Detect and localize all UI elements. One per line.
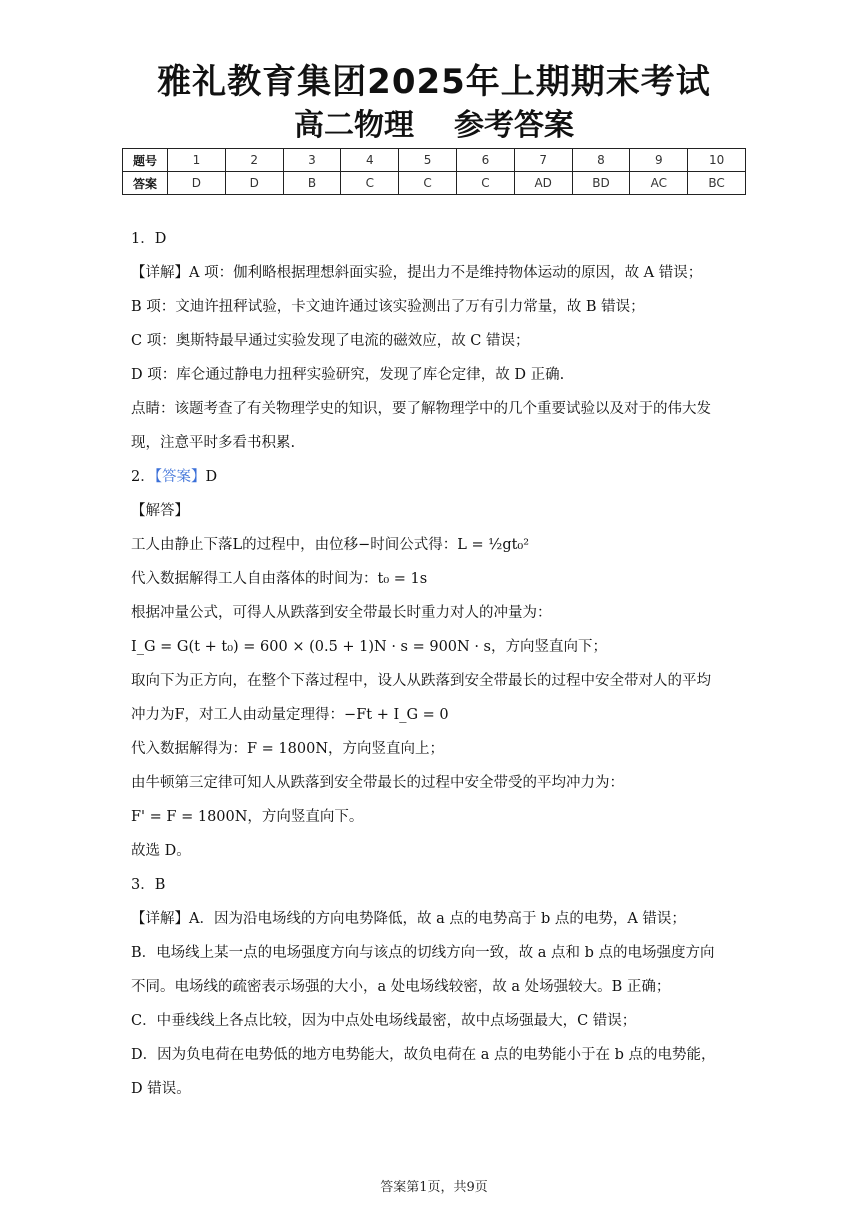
q3-detail-b-cont: 不同。电场线的疏密表示场强的大小，a 处电场线较密，故 a 处场强较大。B 正确； <box>131 979 671 995</box>
answer-cell: AC <box>630 172 688 195</box>
q2-answer: D <box>205 469 218 485</box>
q1-heading: 1．D <box>131 231 167 247</box>
q3-heading: 3．B <box>131 877 166 893</box>
answer-cell: C <box>399 172 457 195</box>
question-number: 7 <box>514 149 572 172</box>
answer-tag: 【答案】 <box>154 469 206 485</box>
answer-cell: BD <box>572 172 630 195</box>
q2-line-5: 取向下为正方向，在整个下落过程中，设人从跌落到安全带最长的过程中安全带对人的平均 <box>131 673 711 689</box>
page-footer: 答案第1页，共9页 <box>380 1180 488 1195</box>
q2-heading <box>131 460 751 494</box>
answer-row <box>123 172 746 195</box>
q1-comment: 点睛：该题考查了有关物理学史的知识，要了解物理学中的几个重要试验以及对于的伟大发 <box>131 401 711 417</box>
q2-conclusion: 故选 D。 <box>131 843 191 859</box>
q2-number: 2． <box>131 469 155 485</box>
q3-detail-c: C．中垂线线上各点比较，因为中点处电场线最密，故中点场强最大，C 错误； <box>131 1013 637 1029</box>
q2-line-3: 根据冲量公式，可得人从跌落到安全带最长时重力对人的冲量为： <box>131 605 552 621</box>
answer-table <box>122 148 746 195</box>
question-number: 5 <box>399 149 457 172</box>
document-title: 雅礼教育集团2025年上期期末考试 <box>157 62 711 102</box>
q3-detail-d-cont: D 错误。 <box>131 1081 191 1097</box>
answers-label: 参考答案 <box>454 108 574 143</box>
document-subtitle <box>0 106 868 146</box>
question-number: 8 <box>572 149 630 172</box>
row-label-answer: 答案 <box>123 172 168 195</box>
row-label-question: 题号 <box>123 149 168 172</box>
subject-label: 高二物理 <box>294 108 414 143</box>
answer-cell: B <box>283 172 341 195</box>
q2-line-6: 冲力为F，对工人由动量定理得：−Ft + I_G = 0 <box>131 707 449 723</box>
question-number: 9 <box>630 149 688 172</box>
question-number: 1 <box>168 149 226 172</box>
q1-comment-cont: 现，注意平时多看书积累. <box>131 435 296 451</box>
answer-cell: D <box>168 172 226 195</box>
q2-line-4: I_G = G(t + t₀) = 600 × (0.5 + 1)N · s = 900N · s，方向竖直向下； <box>131 639 607 655</box>
q3-detail-b: B．电场线上某一点的电场强度方向与该点的切线方向一致，故 a 点和 b 点的电场强度方向 <box>131 945 715 961</box>
q1-detail-a: 【详解】A 项：伽利略根据理想斜面实验，提出力不是维持物体运动的原因，故 A 错误； <box>131 265 703 281</box>
question-number: 10 <box>688 149 746 172</box>
answer-cell: C <box>456 172 514 195</box>
question-number: 4 <box>341 149 399 172</box>
answer-cell: AD <box>514 172 572 195</box>
q3-detail-d: D．因为负电荷在电势低的地方电势能大，故负电荷在 a 点的电势能小于在 b 点的电势能， <box>131 1047 716 1063</box>
answer-cell: BC <box>688 172 746 195</box>
answer-explanations <box>131 222 751 1106</box>
q2-line-9: F' = F = 1800N，方向竖直向下。 <box>131 809 364 825</box>
question-number: 3 <box>283 149 341 172</box>
q2-line-2: 代入数据解得工人自由落体的时间为：t₀ = 1s <box>131 571 428 587</box>
q2-line-1: 工人由静止下落L的过程中，由位移−时间公式得：L = ½gt₀² <box>131 537 530 553</box>
q3-detail-a: 【详解】A．因为沿电场线的方向电势降低，故 a 点的电势高于 b 点的电势，A 错误； <box>131 911 686 927</box>
question-number: 6 <box>456 149 514 172</box>
question-number-row <box>123 149 746 172</box>
q1-detail-c: C 项：奥斯特最早通过实验发现了电流的磁效应，故 C 错误； <box>131 333 530 349</box>
answer-cell: D <box>225 172 283 195</box>
q2-line-8: 由牛顿第三定律可知人从跌落到安全带最长的过程中安全带受的平均冲力为： <box>131 775 624 791</box>
q2-solution-label: 【解答】 <box>131 503 189 519</box>
q1-detail-d: D 项：库仑通过静电力扭秤实验研究，发现了库仑定律，故 D 正确. <box>131 367 565 383</box>
q2-line-7: 代入数据解得为：F = 1800N，方向竖直向上； <box>131 741 445 757</box>
q1-detail-b: B 项：文迪许扭秤试验，卡文迪许通过该实验测出了万有引力常量，故 B 错误； <box>131 299 645 315</box>
question-number: 2 <box>225 149 283 172</box>
answer-cell: C <box>341 172 399 195</box>
